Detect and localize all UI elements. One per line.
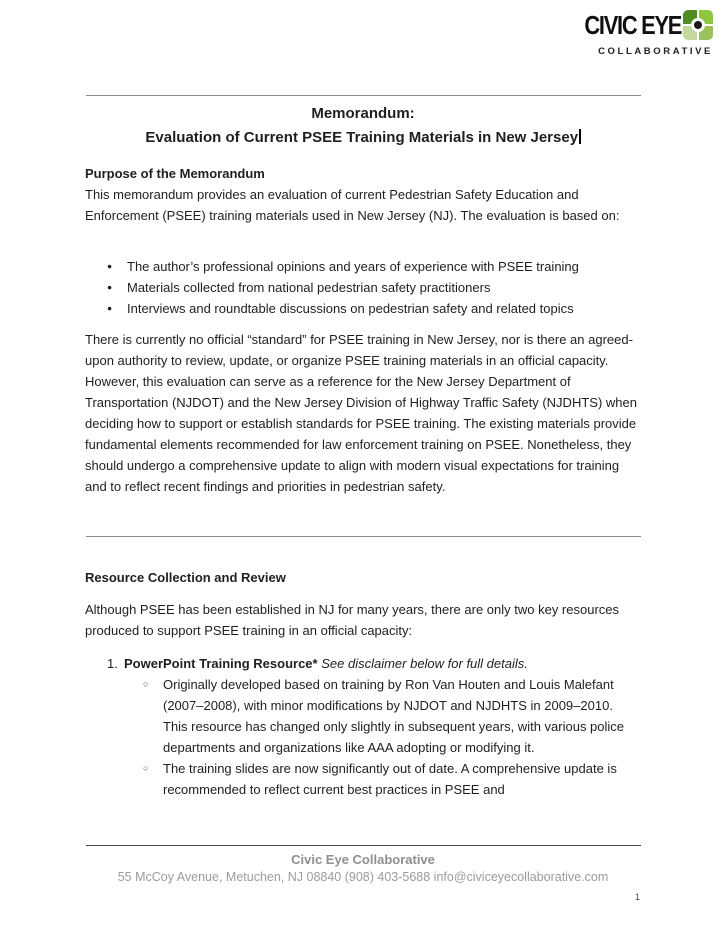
civic-eye-logo-icon (683, 10, 713, 40)
purpose-heading: Purpose of the Memorandum (85, 166, 265, 181)
resources-numbered-list (107, 653, 637, 800)
text-cursor (579, 129, 581, 144)
list-item: ● The author’s professional opinions and years of experience with PSEE training (107, 256, 632, 277)
memo-title-line2: Evaluation of Current PSEE Training Materials in New Jersey (85, 126, 641, 150)
section-divider (86, 536, 641, 537)
page-number: 1 (635, 892, 641, 902)
logo-eye-dot (691, 18, 705, 32)
civic-eye-logo (566, 10, 713, 62)
hollow-bullet-icon: ○ (143, 763, 149, 773)
memo-title (85, 102, 641, 149)
item-title: PowerPoint Training Resource* See disclaimer below for full details. (124, 656, 528, 671)
numbered-item (107, 653, 637, 674)
footer-org-name: Civic Eye Collaborative (291, 852, 435, 867)
resources-intro-paragraph: Although PSEE has been established in NJ for many years, there are only two key resources produced to support PSEE training in an official capacity: (85, 602, 620, 638)
header-divider (86, 95, 641, 96)
purpose-body-paragraph: There is currently no official “standard” for PSEE training in New Jersey, nor is there an agreed-upon authority to review, update, or organize PSEE training materials in an official capacity. However, this evaluation can serve as a reference for the New Jersey Department of Transportation (NJDOT) and the New Jersey Division of Highway Traffic Safety (NJDHTS) when deciding how to support or establish standards for PSEE training. The existing materials provide fundamental elements recommended for law enforcement training on PSEE. Nonetheless, they should undergo a comprehensive update to align with modern visual expectations for training and to reflect recent findings and priorities in pedestrian safety. (85, 332, 637, 494)
bullet-icon: ● (107, 282, 113, 292)
logo-wordmark: CIVIC EYE (584, 10, 681, 40)
resources-heading: Resource Collection and Review (85, 570, 286, 585)
memo-title-line1: Memorandum: (311, 105, 415, 122)
list-item: ● Interviews and roundtable discussions on pedestrian safety and related topics (107, 298, 632, 319)
bullet-icon: ● (107, 303, 113, 313)
sub-list-item: ○ Originally developed based on training by Ron Van Houten and Louis Malefant (2007–2008), with minor modifications by NJDOT and NJDHTS in 2009–2010. This resource has changed only slightly in subsequent years, with various police departments and organizations like AAA adopting or modifying it. (143, 674, 637, 758)
hollow-bullet-icon: ○ (143, 679, 149, 689)
purpose-intro-paragraph: This memorandum provides an evaluation of current Pedestrian Safety Education and Enforcement (PSEE) training materials used in New Jersey (NJ). The evaluation is based on: (85, 187, 620, 223)
footer-divider (86, 845, 641, 846)
sub-bullet-list (143, 674, 637, 800)
bullet-icon: ● (107, 261, 113, 271)
sub-list-item: ○ The training slides are now significantly out of date. A comprehensive update is recommended to reflect current best practices in PSEE and (143, 758, 637, 800)
logo-subtitle: COLLABORATIVE (598, 46, 713, 57)
item-number: 1. (107, 656, 118, 671)
list-item: ● Materials collected from national pedestrian safety practitioners (107, 277, 632, 298)
purpose-bullet-list (107, 256, 632, 319)
footer-address: 55 McCoy Avenue, Metuchen, NJ 08840 (908) 403-5688 info@civiceyecollaborative.com (117, 870, 609, 884)
